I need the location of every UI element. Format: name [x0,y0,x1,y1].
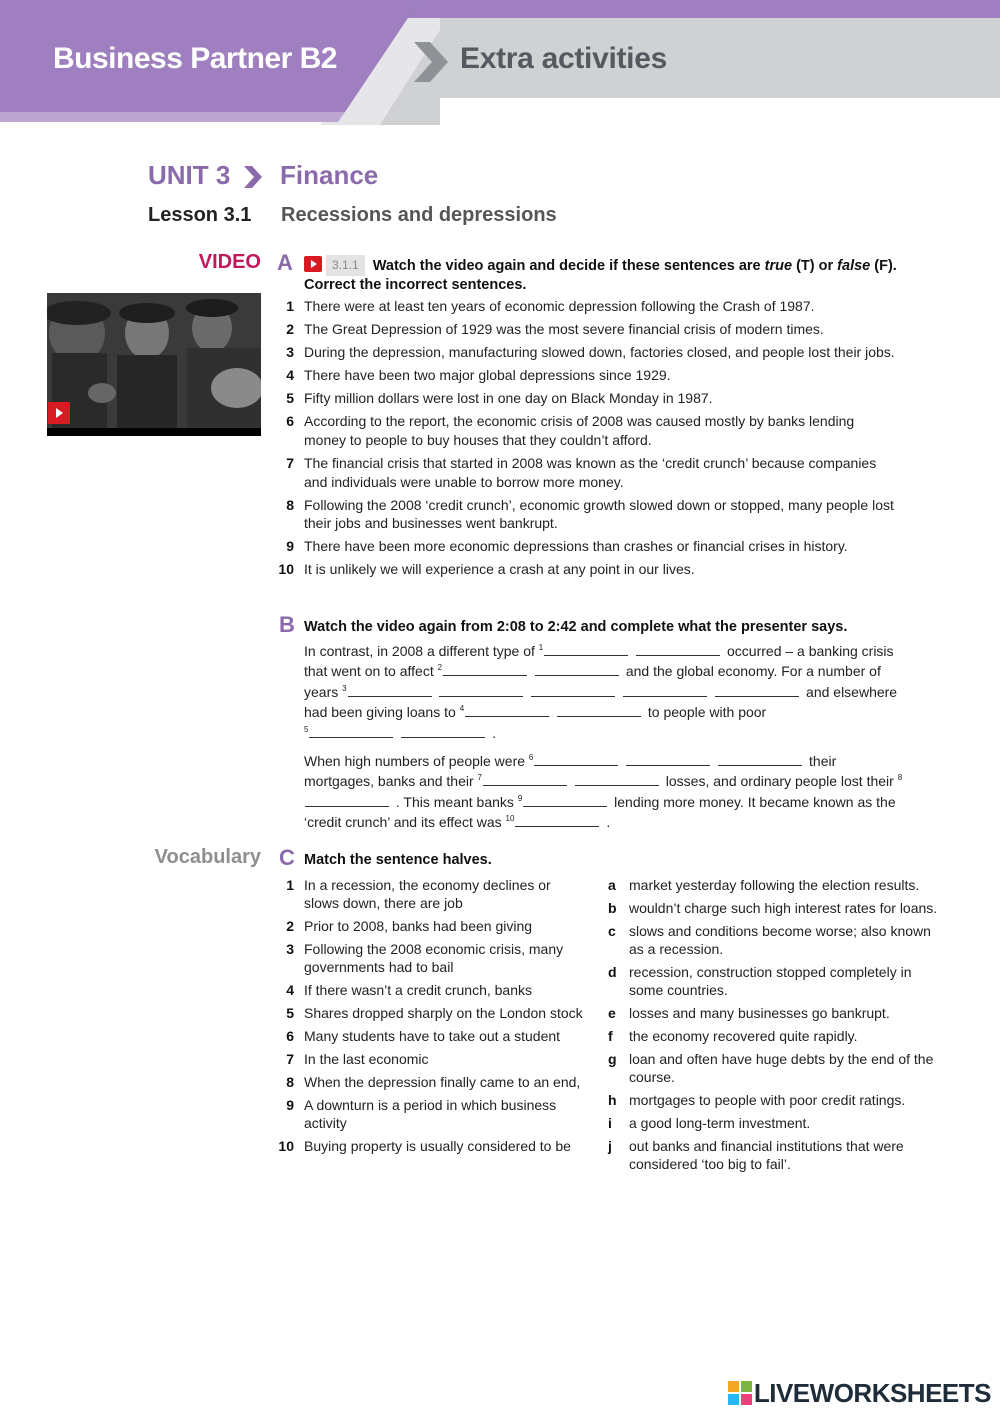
gap-input[interactable] [623,683,707,697]
gap-input[interactable] [305,793,389,807]
lesson-name: Recessions and depressions [281,204,557,226]
list-item: 9 A downturn is a period in which business activity [286,1097,557,1131]
gap-input[interactable] [534,752,618,766]
section-a-letter: A [277,250,293,275]
section-b-paragraph-2: When high numbers of people were $^6$ their mortgages, banks and their $^7$ losses, and ordinary people lost their $^8$ . This meant banks $^9$ lending more money. It became known as the ‘credit crunch’ and its effect was $^{10}$ . [304,753,903,831]
list-item: b wouldn’t charge such high interest rates for loans. [608,900,938,916]
list-item: 5 Fifty million dollars were lost in one day on Black Monday in 1987. [286,390,713,407]
unit-chevron-icon [242,166,262,188]
section-a-instruction: 3.1.1 Watch the video again and decide if these sentences are true (T) or false (F). Correct the incorrect sentences. [304,255,904,295]
header-title: Extra activities [460,42,667,75]
video-label: VIDEO [198,251,261,273]
list-item: 6 Many students have to take out a student [286,1028,561,1044]
list-item: 5 Shares dropped sharply on the London stock [286,1005,583,1021]
list-item: 3 During the depression, manufacturing slowed down, factories closed, and people lost their jobs. [286,344,895,361]
section-c-letter: C [279,845,295,870]
video-still-image [47,293,261,436]
gap-input[interactable] [515,813,599,827]
liveworksheets-grid-icon [728,1381,752,1405]
list-item: 6 According to the report, the economic crisis of 2008 was caused mostly by banks lending money to people to buy houses that they couldn’t afford. [286,413,855,448]
gap-input[interactable] [443,662,527,676]
gap-input[interactable] [535,662,619,676]
list-item: d recession, construction stopped completely in some countries. [608,964,912,998]
section-c-instruction: Match the sentence halves. [304,852,492,868]
vocabulary-label: Vocabulary [154,846,261,868]
gap-input[interactable] [557,703,641,717]
list-item: 1 In a recession, the economy declines or slows down, there are job [286,877,551,911]
video-play-icon[interactable] [304,256,322,272]
gap-input[interactable] [575,772,659,786]
list-item: g loan and often have huge debts by the end of the course. [608,1051,934,1085]
video-thumbnail[interactable] [47,293,261,436]
list-item: 10 Buying property is usually considered to be [278,1138,571,1154]
gap-input[interactable] [465,703,549,717]
list-item: 8 Following the 2008 ‘credit crunch’, economic growth slowed down or stopped, many people lost their jobs and businesses went bankrupt. [286,496,894,532]
gap-input[interactable] [439,683,523,697]
gap-input[interactable] [401,724,485,738]
unit-label: UNIT 3 [148,160,231,190]
list-item: 7 In the last economic [286,1051,429,1067]
gap-input[interactable] [309,724,393,738]
gap-input[interactable] [483,772,567,786]
liveworksheets-logo[interactable]: LIVEWORKSHEETS [728,1378,991,1409]
list-item: h mortgages to people with poor credit ratings. [608,1092,906,1108]
gap-input[interactable] [523,793,607,807]
section-b-paragraph-1: In contrast, in 2008 a different type of $^1$ occurred – a banking crisis that went on to affect $^2$ and the global economy. For a number of years $^3$ and elsewhere had been giving loans to $^4$ to people with poor $^5$ . [304,643,898,741]
gap-input[interactable] [626,752,710,766]
section-a-list [275,297,895,583]
list-item: e losses and many businesses go bankrupt. [608,1005,890,1021]
list-item: j out banks and financial institutions that were considered ‘too big to fail’. [608,1138,904,1172]
list-item: 1 There were at least ten years of economic depression following the Crash of 1987. [286,298,815,314]
gap-input[interactable] [348,683,432,697]
section-b-instruction: Watch the video again from 2:08 to 2:42 and complete what the presenter says. [304,619,848,635]
list-item: 2 The Great Depression of 1929 was the most severe financial crisis of modern times. [286,321,824,338]
list-item: 3 Following the 2008 economic crisis, many governments had to bail [286,941,564,975]
track-number: 3.1.1 [326,255,365,276]
play-button[interactable] [48,402,70,424]
list-item: 7 The financial crisis that started in 2008 was known as the ‘credit crunch’ because companies and individuals were unable to borrow more money. [286,455,877,490]
gap-input[interactable] [715,683,799,697]
gap-input[interactable] [531,683,615,697]
list-item: 9 There have been more economic depressions than crashes or financial crises in history. [286,538,848,555]
list-item: 4 There have been two major global depressions since 1929. [286,367,671,384]
list-item: a market yesterday following the election results. [608,877,920,893]
list-item: i a good long-term investment. [608,1115,811,1131]
list-item: 4 If there wasn’t a credit crunch, banks [286,982,532,998]
brand-title: Business Partner B2 [53,42,337,75]
list-item: c slows and conditions become worse; also known as a recession. [608,923,931,957]
list-item: 8 When the depression finally came to an end, [286,1074,581,1090]
lesson-label: Lesson 3.1 [148,204,252,226]
gap-input[interactable] [544,642,628,656]
section-b-letter: B [279,612,295,637]
gap-input[interactable] [718,752,802,766]
list-item: f the economy recovered quite rapidly. [608,1028,858,1044]
section-c-left-list [275,876,585,1160]
list-item: 2 Prior to 2008, banks had been giving [286,918,533,934]
unit-name: Finance [280,160,379,190]
section-c-right-list [608,876,948,1178]
gap-input[interactable] [636,642,720,656]
list-item: 10 It is unlikely we will experience a crash at any point in our lives. [278,561,695,578]
